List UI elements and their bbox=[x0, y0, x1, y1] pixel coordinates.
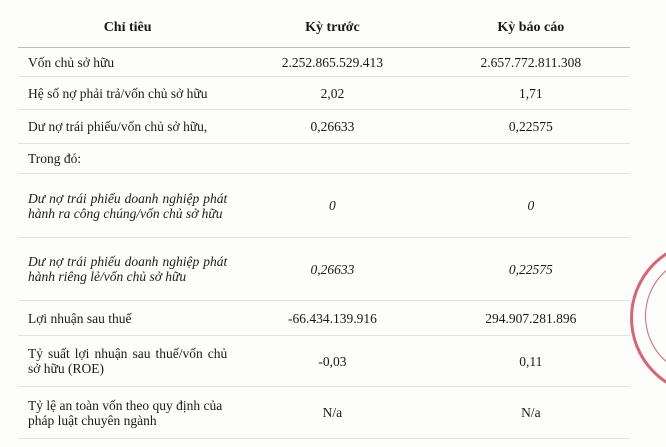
table-row bbox=[18, 387, 630, 439]
row-label: Tỷ lệ an toàn vốn theo quy định của pháp luật chuyên ngành bbox=[18, 387, 233, 439]
row-current-value: 0,22575 bbox=[432, 110, 630, 144]
row-label: Vốn chủ sở hữu bbox=[18, 48, 233, 77]
row-previous-value: 0,26633 bbox=[233, 238, 431, 301]
row-current-value: 0,11 bbox=[432, 336, 630, 387]
company-seal-stamp bbox=[630, 240, 666, 396]
row-current-value: N/a bbox=[432, 387, 630, 439]
header-reporting-period: Kỳ báo cáo bbox=[432, 7, 630, 48]
row-label: Tỷ suất lợi nhuận sau thuế/vốn chủ sở hữu (ROE) bbox=[18, 336, 233, 387]
row-label: Trong đó: bbox=[18, 144, 233, 174]
row-previous-value: 0 bbox=[233, 174, 431, 238]
table-row bbox=[18, 174, 630, 238]
table-row bbox=[18, 48, 630, 77]
table-row bbox=[18, 110, 630, 144]
row-current-value: 2.657.772.811.308 bbox=[432, 48, 630, 77]
row-label: Lợi nhuận sau thuế bbox=[18, 301, 233, 336]
table-header-row bbox=[18, 7, 630, 48]
row-previous-value: -66.434.139.916 bbox=[233, 301, 431, 336]
table-row bbox=[18, 336, 630, 387]
header-indicator: Chỉ tiêu bbox=[18, 7, 233, 48]
row-previous-value: 0,26633 bbox=[233, 110, 431, 144]
row-current-value: 1,71 bbox=[432, 77, 630, 110]
row-current-value: 0,22575 bbox=[432, 238, 630, 301]
row-label: Dư nợ trái phiếu/vốn chủ sở hữu, bbox=[18, 110, 233, 144]
row-previous-value: N/a bbox=[233, 387, 431, 439]
financial-indicators-table bbox=[18, 7, 630, 439]
table-row bbox=[18, 301, 630, 336]
row-previous-value: -0,03 bbox=[233, 336, 431, 387]
table-row bbox=[18, 238, 630, 301]
row-current-value bbox=[432, 144, 630, 174]
table-row bbox=[18, 77, 630, 110]
row-previous-value: 2,02 bbox=[233, 77, 431, 110]
row-label: Dư nợ trái phiếu doanh nghiệp phát hành ra công chúng/vốn chủ sở hữu bbox=[18, 174, 233, 238]
row-label: Hệ số nợ phải trả/vốn chủ sở hữu bbox=[18, 77, 233, 110]
row-label: Dư nợ trái phiếu doanh nghiệp phát hành riêng lẻ/vốn chủ sở hữu bbox=[18, 238, 233, 301]
table-row bbox=[18, 144, 630, 174]
header-previous-period: Kỳ trước bbox=[233, 7, 431, 48]
row-current-value: 294.907.281.896 bbox=[432, 301, 630, 336]
row-previous-value bbox=[233, 144, 431, 174]
company-seal-inner-ring bbox=[645, 255, 666, 377]
row-current-value: 0 bbox=[432, 174, 630, 238]
row-previous-value: 2.252.865.529.413 bbox=[233, 48, 431, 77]
